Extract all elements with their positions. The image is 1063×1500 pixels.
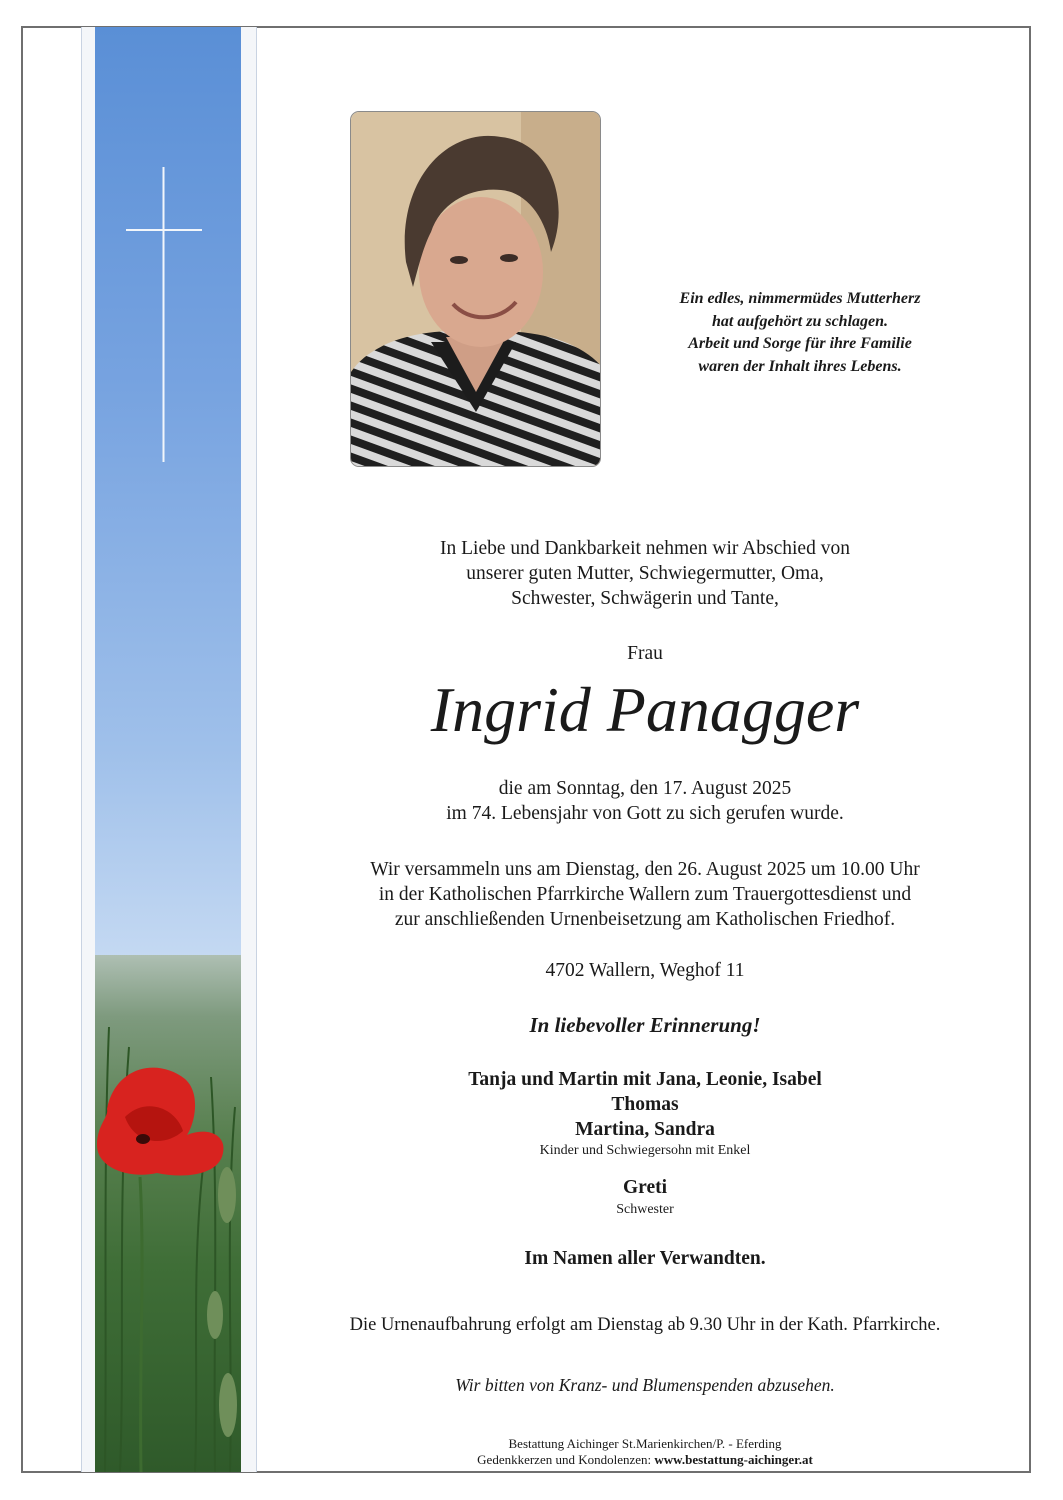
poppy-flower [97, 1068, 223, 1472]
intro-line: In Liebe und Dankbarkeit nehmen wir Abschied von [440, 538, 850, 559]
mourners-group-2: Greti [622, 1177, 668, 1198]
decorative-strip [95, 27, 241, 1472]
deceased-name: Ingrid Panagger [430, 674, 860, 745]
address: 4702 Wallern, Weghof 11 [545, 960, 745, 981]
intro-line: unserer guten Mutter, Schwiegermutter, Oma, [466, 563, 824, 584]
service-line: in der Katholischen Pfarrkirche Wallern zum Trauergottesdienst und [378, 884, 912, 905]
mourner-line: Thomas [611, 1094, 679, 1115]
website-link[interactable]: www.bestattung-aichinger.at [654, 1452, 813, 1467]
mourners-relation-2: Schwester [616, 1202, 674, 1217]
footer [258, 1436, 1032, 1468]
service-info [258, 857, 1032, 932]
donation-request: Wir bitten von Kranz- und Blumenspenden abzusehen. [455, 1375, 835, 1395]
footer-line-1: Bestattung Aichinger St.Marienkirchen/P. - Eferding [508, 1436, 782, 1451]
mourner-line: Tanja und Martin mit Jana, Leonie, Isabel [468, 1069, 822, 1090]
salutation: Frau [627, 643, 663, 664]
death-line: im 74. Lebensjahr von Gott zu sich gerufen wurde. [446, 803, 844, 824]
quote-line: waren der Inhalt ihres Lebens. [698, 357, 902, 375]
death-notice [258, 776, 1032, 826]
remembrance-heading: In liebevoller Erinnerung! [529, 1013, 761, 1037]
cross-icon [126, 167, 202, 462]
quote-line: Ein edles, nimmermüdes Mutterherz [679, 290, 921, 307]
quote-line: Arbeit und Sorge für ihre Familie [688, 335, 912, 352]
footer-line-2 [258, 1452, 1032, 1468]
intro-line: Schwester, Schwägerin und Tante, [511, 588, 779, 609]
death-line: die am Sonntag, den 17. August 2025 [498, 778, 792, 799]
memorial-quote [640, 288, 960, 378]
mourner-line: Martina, Sandra [575, 1119, 715, 1140]
service-line: zur anschließenden Urnenbeisetzung am Katholischen Friedhof. [394, 909, 896, 930]
wheat-heads [207, 1167, 237, 1437]
viewing-info: Die Urnenaufbahrung erfolgt am Dienstag ab 9.30 Uhr in der Kath. Pfarrkirche. [349, 1315, 941, 1335]
closing-line: Im Namen aller Verwandten. [524, 1248, 766, 1269]
quote-line: hat aufgehört zu schlagen. [711, 312, 889, 330]
footer-prefix: Gedenkkerzen und Kondolenzen: [477, 1452, 655, 1467]
mourners-relation-1: Kinder und Schwiegersohn mit Enkel [539, 1143, 751, 1158]
intro-text [258, 536, 1032, 611]
mourners-group-1 [258, 1067, 1032, 1142]
strip-artwork [95, 27, 241, 1472]
portrait-photo [350, 111, 601, 467]
service-line: Wir versammeln uns am Dienstag, den 26. August 2025 um 10.00 Uhr [370, 859, 920, 880]
